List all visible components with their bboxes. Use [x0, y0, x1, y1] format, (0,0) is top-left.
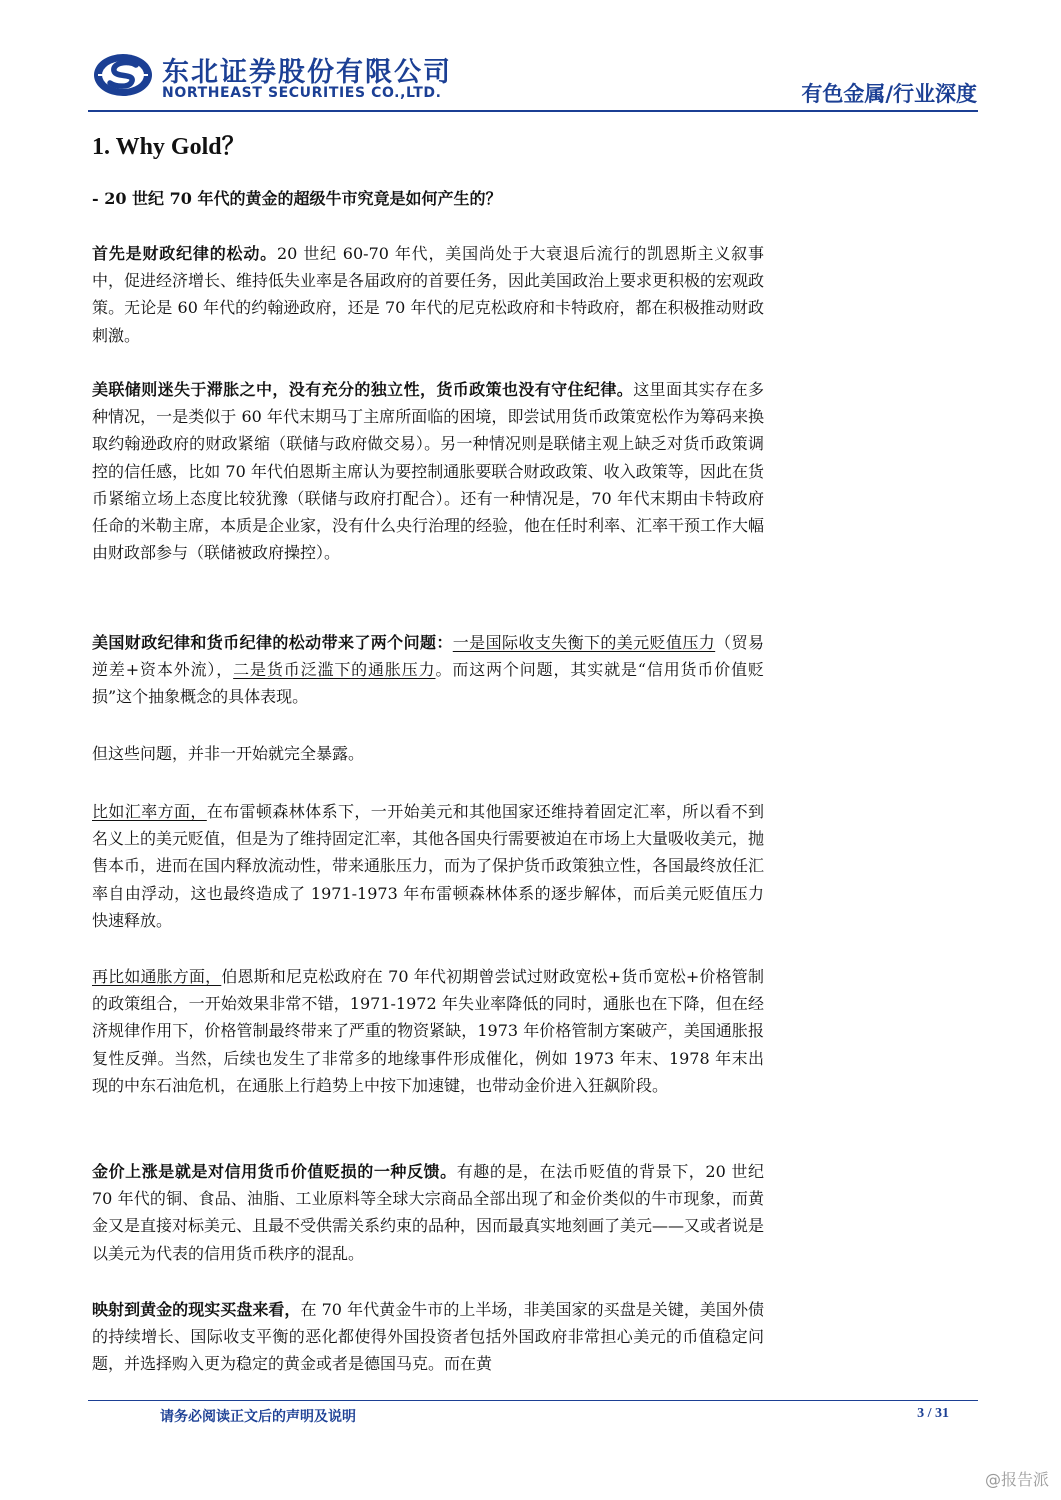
footer-divider [88, 1400, 978, 1401]
report-category: 有色金属/行业深度 [801, 82, 977, 106]
footer-disclaimer: 请务必阅读正文后的声明及说明 [160, 1409, 356, 1425]
paragraph-text: 伯恩斯和尼克松政府在 70 年代初期曾尝试过财政宽松+货币宽松+价格管制的政策组合，一开始效果非常不错，1971-1972 年失业率降低的同时，通胀也在下降，但在经济规律作用下，价格管制最终带来了严重的物资紧缺，1973 年价格管制方案破产，美国通胀报复性反弹。当然，后续也发生了非常多的地缘事件形成催化，例如 1973 年末、1978 年末出现的中东石油危机，在通胀上行趋势上中按下加速键，也带动金价进入狂飙阶段。 [92, 967, 764, 1095]
paragraph-lead: 美国财政纪律和货币纪律的松动带来了两个问题： [92, 633, 453, 652]
paragraph-text: 但这些问题，并非一开始就完全暴露。 [92, 744, 365, 763]
paragraph-text: 在布雷顿森林体系下，一开始美元和其他国家还维持着固定汇率，所以看不到名义上的美元贬值，但是为了维持固定汇率，其他各国央行需要被迫在市场上大量吸收美元，抛售本币，进而在国内释放流动性，带来通胀压力，而为了保护货币政策独立性，各国最终放任汇率自由浮动，这也最终造成了 1971-1973 年布雷顿森林体系的逐步解体，而后美元贬值压力快速释放。 [92, 802, 765, 930]
paragraph-text: 20 世纪 60-70 年代，美国尚处于大衰退后流行的凯恩斯主义叙事中，促进经济增长、维持低失业率是各届政府的首要任务，因此美国政治上要求更积极的宏观政策。无论是 60 年代的约翰逊政府，还是 70 年代的尼克松政府和卡特政府，都在积极推动财政刺激。 [92, 244, 765, 345]
company-name-en: NORTHEAST SECURITIES CO.,LTD. [162, 85, 442, 101]
paragraph-text: 这里面其实存在多种情况，一是类似于 60 年代末期马丁主席所面临的困境，即尝试用货币政策宽松作为筹码来换取约翰逊政府的财政紧缩（联储与政府做交易）。另一种情况则是联储主观上缺乏对货币政策调控的信任感，比如 70 年代伯恩斯主席认为要控制通胀要联合财政政策、收入政策等，因此在货币紧缩立场上态度比较犹豫（联储与政府打配合）。还有一种情况是，70 年代末期由卡特政府任命的米勒主席，本质是企业家，没有什么央行治理的经验，他在任时利率、汇率干预工作大幅由财政部参与（联储被政府操控）。 [92, 380, 765, 563]
paragraph-fiscal-discipline [92, 240, 764, 349]
paragraph-lead: 金价上涨是就是对信用货币价值贬损的一种反馈。 [92, 1162, 457, 1181]
header-divider [88, 110, 978, 112]
paragraph-lead: 美联储则迷失于滞胀之中，没有充分的独立性，货币政策也没有守住纪律。 [92, 380, 634, 399]
paragraph-text: 在 70 年代黄金牛市的上半场，非美国家的买盘是关键，美国外债的持续增长、国际收支平衡的恶化都使得外国投资者包括外国政府非常担心美元的币值稳定问题，并选择购入更为稳定的黄金或者是德国马克。而在黄 [92, 1300, 764, 1374]
underlined-point-2: 二是货币泛滥下的通胀压力 [233, 660, 436, 680]
paragraph-fed-policy [92, 376, 764, 566]
underlined-point-1: 一是国际收支失衡下的美元贬值压力 [452, 633, 716, 652]
page-number: 3 / 31 [917, 1406, 949, 1421]
underlined-lead: 比如汇率方面， [92, 802, 207, 821]
paragraph-text-2: 。而这两个问题，其实就是“信用货币价值贬损”这个抽象概念的具体表现。 [92, 660, 764, 707]
paragraph-text-1: （贸易逆差+资本外流）， [92, 633, 764, 680]
paragraph-text: 有趣的是，在法币贬值的背景下，20 世纪 70 年代的铜、食品、油脂、工业原料等全球大宗商品全部出现了和金价类似的牛市现象，而黄金又是直接对标美元、且最不受供需关系约束的品种，因而最真实地刻画了美元——又或者说是以美元为代表的信用货币秩序的混乱。 [92, 1162, 765, 1263]
paragraph-gold-price-feedback [92, 1158, 764, 1267]
watermark: @报告派 [984, 1470, 1049, 1489]
section-title: 1. Why Gold？ [92, 134, 246, 160]
underlined-lead: 再比如通胀方面， [92, 967, 222, 986]
paragraph-gold-buying [92, 1296, 764, 1378]
paragraph-lead: 首先是财政纪律的松动。 [92, 244, 277, 263]
page-header [0, 0, 1061, 118]
paragraph-lead: 映射到黄金的现实买盘来看， [92, 1300, 301, 1319]
paragraph-exchange-rate [92, 798, 764, 934]
paragraph-two-problems [92, 629, 764, 711]
northeast-securities-logo-icon [92, 52, 154, 98]
paragraph-not-exposed [92, 740, 764, 767]
company-name-cn: 东北证券股份有限公司 [162, 57, 452, 88]
paragraph-inflation [92, 963, 764, 1099]
section-question: - 20 世纪 70 年代的黄金的超级牛市究竟是如何产生的？ [92, 189, 502, 208]
